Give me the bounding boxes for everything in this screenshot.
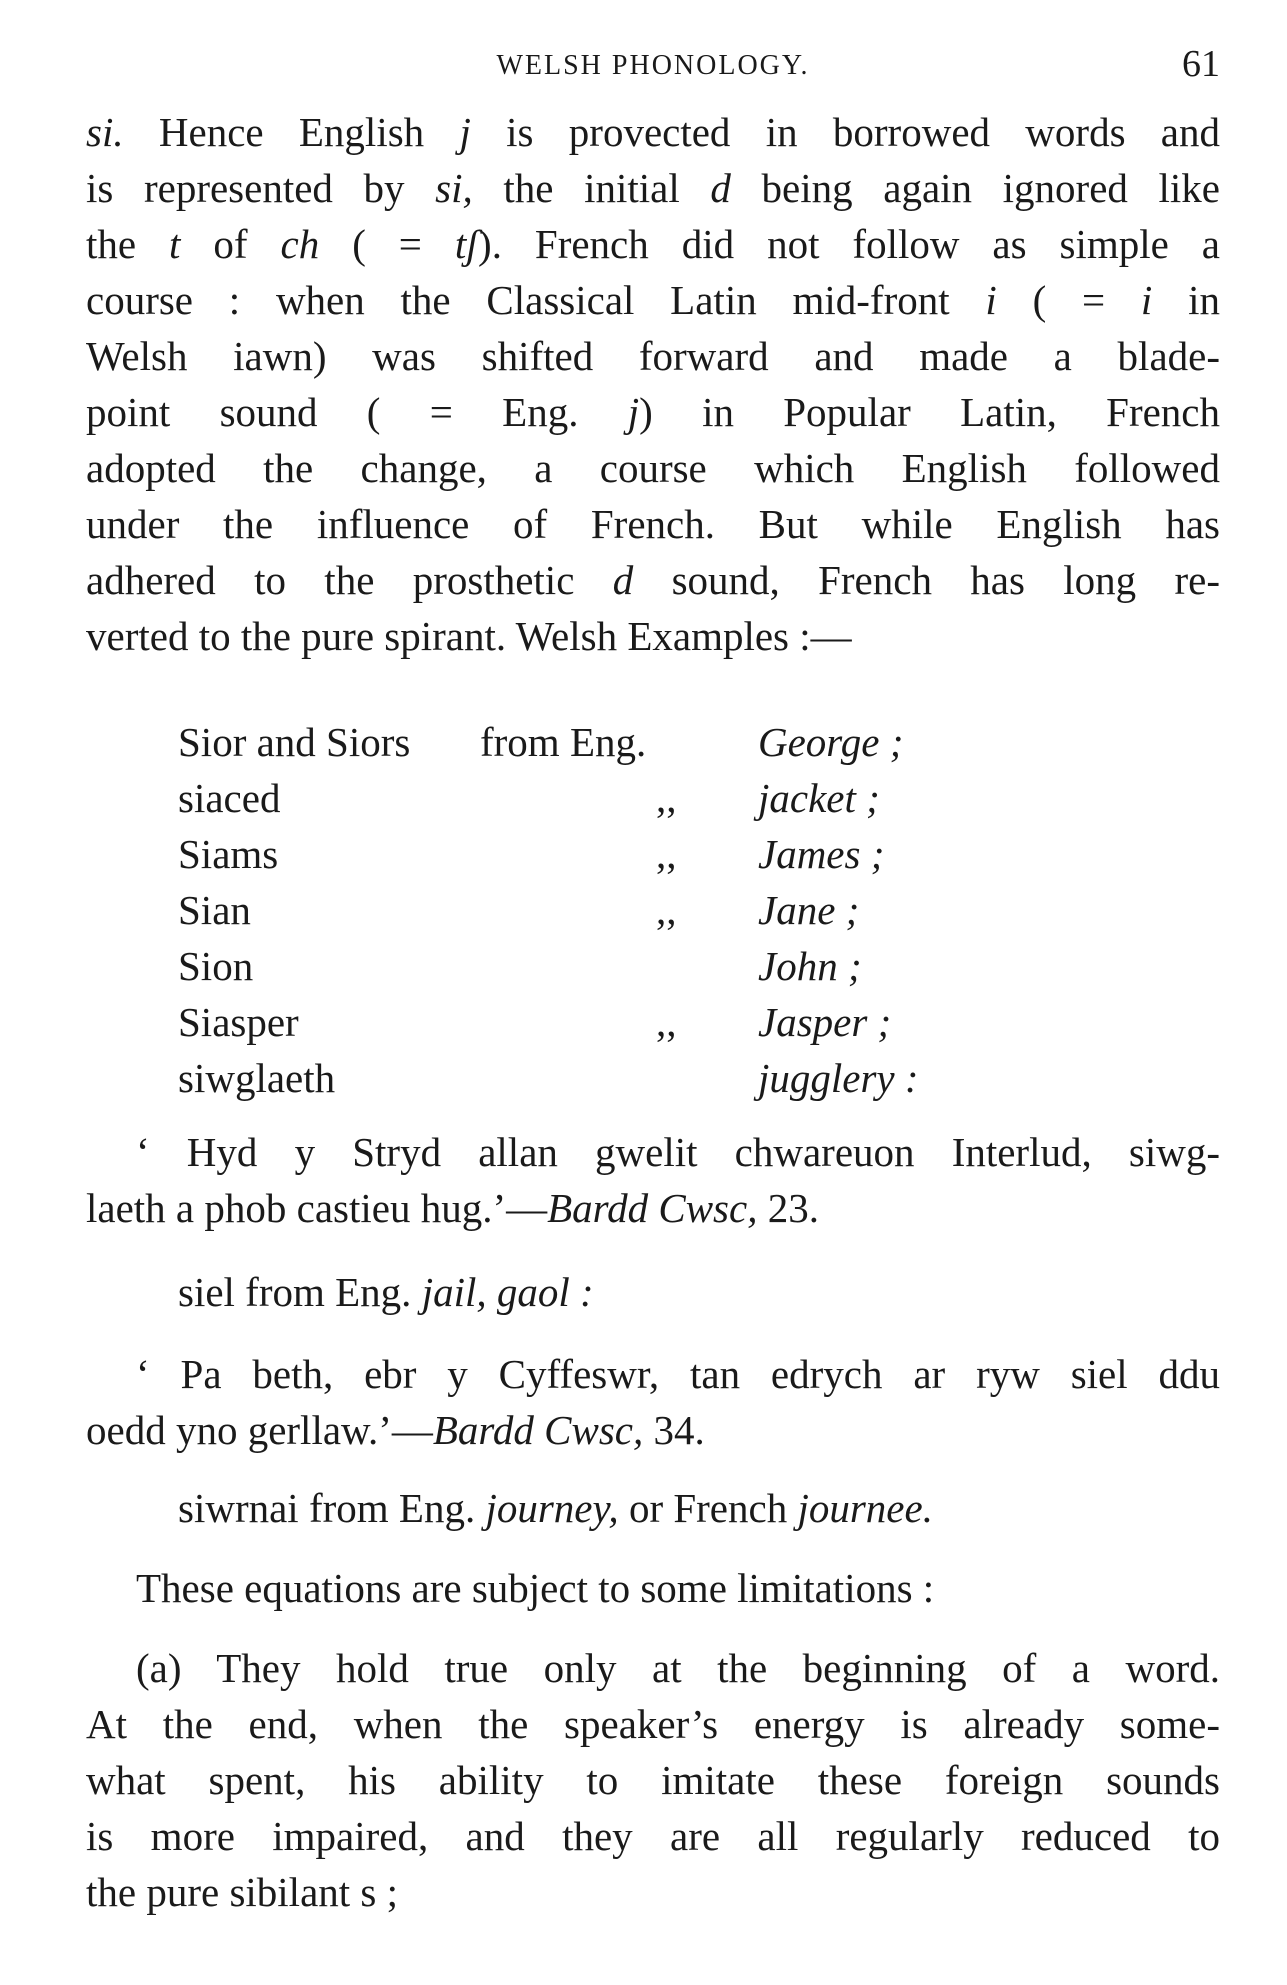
ditto-mark: ,, [656,831,677,877]
english-word: jugglery : [758,1055,919,1101]
welsh-word: siaced [178,775,281,821]
example-row [178,938,978,994]
quote-bardd-cwsc-23 [86,1124,1220,1236]
text-line: ‘ Pa beth, ebr y Cyffeswr, tan edrych ar ryw siel ddu [136,1351,1220,1397]
text-line: laeth a phob castieu hug.’—Bardd Cwsc, 23. [86,1185,819,1231]
page-number: 61 [1182,43,1220,85]
book-page [86,0,1220,1985]
running-title: WELSH PHONOLOGY. [496,50,810,81]
quote-bardd-cwsc-34 [86,1346,1220,1458]
example-siel: siel from Eng. jail, gaol : [178,1269,594,1315]
english-word: John ; [758,943,862,989]
text-line: At the end, when the speaker’s energy is already some- [86,1701,1220,1747]
text-line: course : when the Classical Latin mid-front i ( = i in [86,277,1220,323]
text-line: is represented by si, the initial d being again ignored like [86,165,1220,211]
welsh-word: Sian [178,887,251,933]
example-row [178,770,978,826]
french-word: journee. [797,1485,933,1531]
example-row [178,882,978,938]
text-line: the t of ch ( = tʃ). French did not follow as simple a [86,221,1221,267]
equations-statement: These equations are subject to some limitations : [136,1565,935,1611]
welsh-word: Sion [178,943,254,989]
example-row [178,714,978,770]
text-line: si. Hence English j is provected in borrowed words and [86,109,1221,155]
text-line: point sound ( = Eng. j) in Popular Latin, French [86,389,1220,435]
example-row [178,1050,978,1106]
text-line: is more impaired, and they are all regularly reduced to [86,1813,1220,1859]
text-line: adhered to the prosthetic d sound, French has long re- [86,557,1220,603]
welsh-word: siwglaeth [178,1055,336,1101]
running-head [86,42,1220,92]
text-line: (a) They hold true only at the beginning of a word. [136,1645,1220,1691]
english-word: jail, gaol : [421,1269,594,1315]
english-word: Jane ; [758,887,860,933]
text-line: oedd yno gerllaw.’—Bardd Cwsc, 34. [86,1407,705,1453]
example-row [178,826,978,882]
source-label: from Eng. [480,719,647,765]
english-word: jacket ; [758,775,880,821]
ditto-mark: ,, [656,775,677,821]
citation-source: Bardd Cwsc, [432,1407,644,1453]
english-word: George ; [758,719,904,765]
paragraph-provection [86,104,1220,664]
example-siwrnai: siwrnai from Eng. journey, or French journee. [178,1485,933,1531]
example-row [178,994,978,1050]
text-line: ‘ Hyd y Stryd allan gwelit chwareuon Interlud, siwg- [136,1129,1220,1175]
english-word: James ; [758,831,885,877]
welsh-word: Siasper [178,999,299,1045]
welsh-word: Sior and Siors [178,719,411,765]
english-word: Jasper ; [758,999,892,1045]
ditto-mark: ,, [656,999,677,1045]
text-line: the pure sibilant s ; [86,1869,399,1915]
text-line: what spent, his ability to imitate these foreign sounds [86,1757,1220,1803]
ditto-mark: ,, [656,887,677,933]
english-word: journey, [485,1485,619,1531]
welsh-word: Siams [178,831,279,877]
text-line: Welsh iawn) was shifted forward and made a blade- [86,333,1220,379]
citation-source: Bardd Cwsc, [547,1185,758,1231]
text-line: under the influence of French. But while English has [86,501,1220,547]
examples-list [178,714,978,1106]
text-line: verted to the pure spirant. Welsh Examples :— [86,613,852,659]
text-line: adopted the change, a course which English followed [86,445,1220,491]
limitation-a [86,1640,1220,1920]
